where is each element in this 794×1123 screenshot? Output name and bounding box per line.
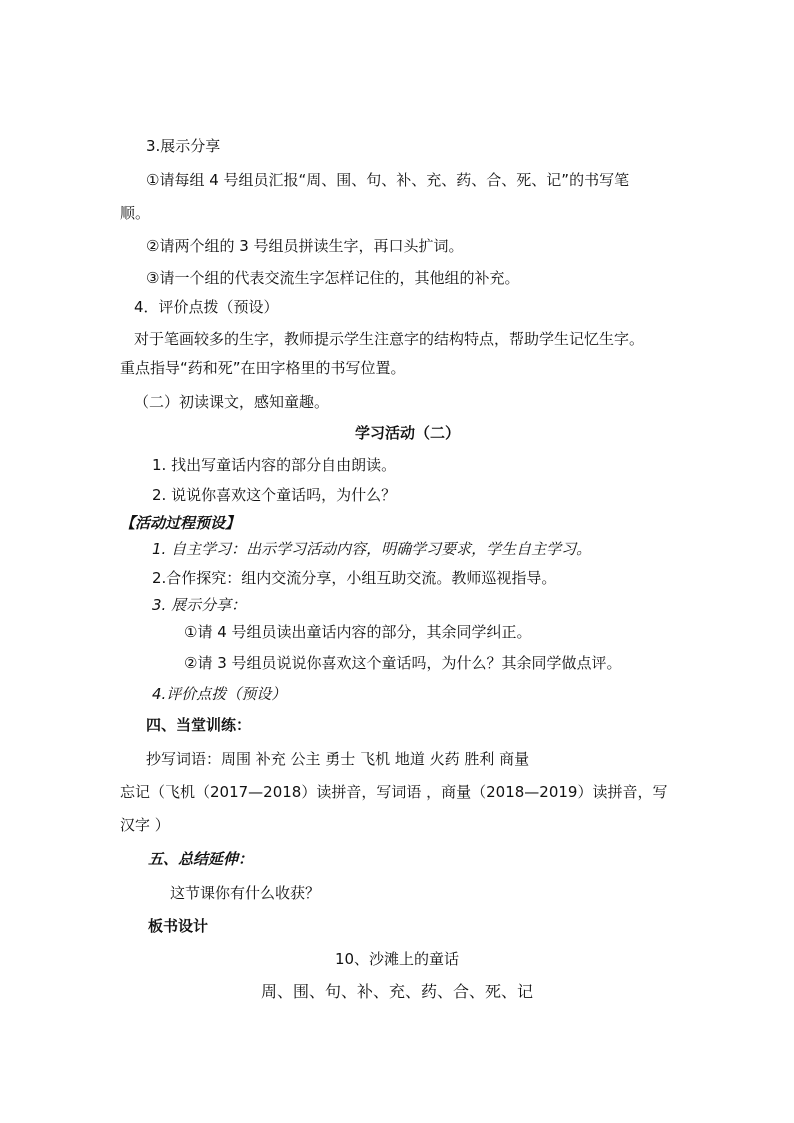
board-characters: 周、围、句、补、充、药、合、死、记 (260, 982, 533, 1001)
list-item: 1. 找出写童话内容的部分自由朗读。 (152, 456, 397, 474)
section-heading-summary: 五、总结延伸： (148, 850, 254, 868)
paragraph-line: 这节课你有什么收获？ (170, 884, 321, 902)
paragraph-line: 对于笔画较多的生字，教师提示学生注意字的结构特点，帮助学生记忆生字。 (134, 330, 645, 348)
activity-title: 学习活动（二） (355, 424, 461, 442)
paragraph-line: ②请两个组的 3 号组员拼读生字，再口头扩词。 (146, 237, 464, 255)
section-heading-first-reading: （二）初读课文，感知童趣。 (134, 393, 330, 411)
section-heading-practice: 四、当堂训练： (146, 716, 252, 734)
paragraph-line: 重点指导“药和死”在田字格里的书写位置。 (120, 359, 406, 377)
section-heading-evaluation: 4．评价点拨（预设） (134, 298, 279, 316)
paragraph-line: ③请一个组的代表交流生字怎样记住的，其他组的补充。 (146, 269, 520, 287)
sub-list-item: ①请 4 号组员读出童话内容的部分，其余同学纠正。 (184, 623, 532, 641)
list-item: 1. 自主学习：出示学习活动内容，明确学习要求，学生自主学习。 (152, 540, 592, 558)
paragraph-line: 抄写词语：周围 补充 公主 勇士 飞机 地道 火药 胜利 商量 (146, 750, 530, 768)
process-heading: 【活动过程预设】 (120, 514, 241, 532)
board-title: 10、沙滩上的童话 (334, 950, 460, 968)
list-item: 4.评价点拨（预设） (152, 685, 287, 703)
sub-list-item: ②请 3 号组员说说你喜欢这个童话吗，为什么？其余同学做点评。 (184, 654, 622, 672)
paragraph-line: 汉字 ） (120, 816, 170, 834)
list-item: 2. 说说你喜欢这个童话吗，为什么？ (152, 486, 397, 504)
paragraph-line: ①请每组 4 号组员汇报“周、围、句、补、充、药、合、死、记”的书写笔 (146, 171, 630, 189)
list-item: 2.合作探究：组内交流分享，小组互助交流。教师巡视指导。 (152, 569, 557, 587)
list-item: 3. 展示分享： (152, 596, 247, 614)
board-design-heading: 板书设计 (148, 917, 209, 935)
paragraph-line: 忘记（飞机（2017—2018）读拼音，写词语 ，商量（2018—2019）读拼音，写 (120, 783, 668, 801)
paragraph-line: 顺。 (120, 204, 151, 222)
section-heading-show-share: 3.展示分享 (146, 137, 221, 155)
